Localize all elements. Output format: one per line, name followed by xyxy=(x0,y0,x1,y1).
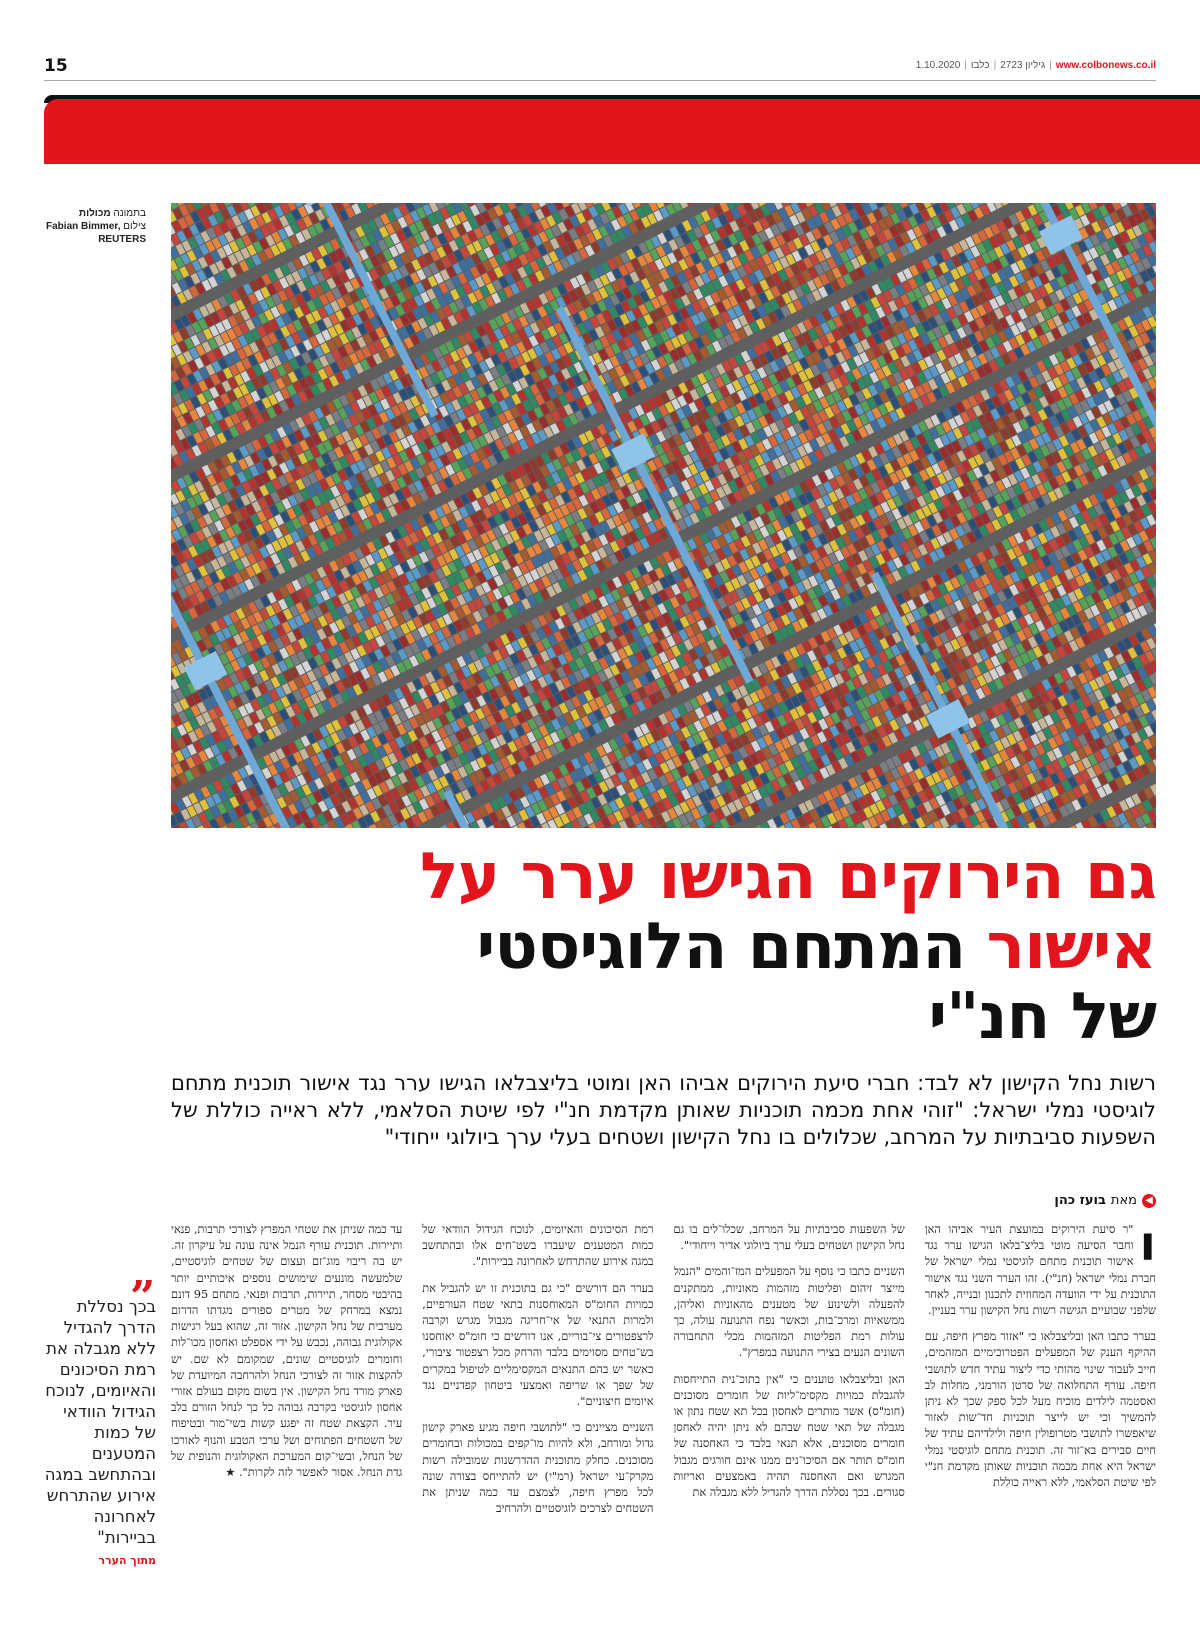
paragraph: בערר הם דורשים "כי גם בתוכנית זו יש להגביל את כמויות החומ"ס המאוחסנות בתאי שטח העורפיים, ולמרות התנאי של אי־חריגה מגבול מגרש וקרבה לרצפטורים צי־בוריים, אנו דורשים כי חומ"ס יאוחסנו בש־טחים מסוימים בלבד והרחק מכל רצפטור ציבורי, כאשר יש בהם התנאים המקסימליים לטיפול במקרים של שפך או שריפה ואמצעי ביטחון קפדניים נגד איומים חיצוניים". xyxy=(422,1281,653,1411)
headline-line1: גם הירוקים הגישו ערר על xyxy=(420,840,1156,914)
pull-quote-source: מתוך הערר xyxy=(44,1554,156,1567)
credit-subject: מכולות xyxy=(79,208,111,219)
article-column-2 xyxy=(674,1222,905,1605)
article-column-1 xyxy=(925,1222,1156,1605)
paragraph: "ר סיעת הירוקים במועצת העיר אביהו האן וחבר הסיעה מוטי בליצ־בלאו הגישו ערר נגד אישור תוכנית מתחם לוגיסטי נמלי ישראל של חברת נמלי ישראל (חנ"י). זהו הערר השני נגד אישור התוכנית על ידי הוועדה המחוזית לתכנון ובנייה, לאחר שלפני שבועיים הגישה רשות נחל הקישון ערר בעניין. xyxy=(925,1222,1156,1319)
folio-divider xyxy=(44,80,1156,81)
headline-line2-red: אישור xyxy=(987,910,1156,984)
section-banner xyxy=(44,99,1200,164)
folio-publication: כלבו xyxy=(971,60,990,71)
paragraph: עד כמה שניתן את שטחי המפרץ לצורכי תרבות, פנאי ותיירות. תוכנית עורף הנמל אינה עונה על עיקרון זה. יש בה ריבוי מוג־זם ועצום של שטחים לוגיסטיים, שלמעשה מונעים שימושים נוספים איכותיים יותר בהיבטי מסחר, תיירות, תרבות ופנאי. מתחם 95 דונם נמצא במרחק של מטרים ספורים מגדתו הדרום מערבית של נחל הקישון. אזור זה, שהוא בעל רגישות אקולוגית גבוהה, נכבש על ידי אספלט ואחסון מכו־לות וחומרים לוגיסטיים שונים, שמקומם לא שם. יש להקצות אזור זה לצורכי הנחל ולהרחבה המיועדת של פארק מורד נחל הקישון. אין בשום מקום בעולם אזורי אחסון לוגיסטי בקרבה גבוהה כל כך לנחל הזורם בלב עיר. הקצאת שטח זה יפגע קשות בשי־מור ובטיפוח של השטחים הפתוחים ושל ערכי הטבע והנוף לאורכו של הנחל, ובשי־קום המערכת האקולוגית והנופית של גדת הנחל. אסור לאפשר לזה לקרות". ★ xyxy=(171,1222,402,1481)
byline-prefix: מאת xyxy=(1111,1193,1137,1208)
paragraph: רמת הסיכונים והאיומים, לנוכח הגידול הוודאי של כמות המטענים שיעברו בשט־חים אלו ובהתחשב במגה אירוע שהתרחש לאחרונה בביירות". xyxy=(422,1222,653,1271)
headline xyxy=(171,842,1156,1052)
quote-mark-icon: „ xyxy=(44,1258,156,1288)
byline xyxy=(1054,1193,1156,1208)
headline-line3: של חנ"י xyxy=(928,980,1156,1054)
folio-issue: גיליון 2723 xyxy=(1000,60,1045,71)
article-body xyxy=(171,1222,1156,1605)
folio-site-link[interactable]: www.colbonews.co.il xyxy=(1056,60,1156,71)
container-yard-image xyxy=(171,203,1156,828)
pull-quote-text: בכך נסללת הדרך להגדיל ללא מגבלה את רמת הסיכונים והאיומים, לנוכח הגידול הוודאי של כמות המטענים ובהתחשב במגה אירוע שהתרחש לאחרונה בביירות" xyxy=(44,1296,156,1548)
hero-photo-containers xyxy=(171,203,1156,828)
folio-header xyxy=(44,56,1156,76)
photo-credit xyxy=(44,207,146,246)
credit-label: בתמונה xyxy=(113,208,146,219)
article-column-4 xyxy=(171,1222,402,1605)
arrow-left-icon: ◀ xyxy=(1142,1194,1156,1208)
credit-photographer: Fabian Bimmer, REUTERS xyxy=(46,221,146,245)
byline-author[interactable]: בועז כהן xyxy=(1054,1193,1106,1208)
folio-date: 1.10.2020 xyxy=(916,60,961,71)
paragraph: השניים כתבו כי נוסף על המפעלים המז־והמים "הנמל מייצר זיהום ופליטות מזהמות מאוניות, ממתקנים להפעלה ולשינוע של מטענים מהאוניות ואליהן, ממשאיות ומרכ־בות, וכאשר נפח התנועה עולה, כך עולות רמת הפליטות המזהמות מכלי התחבורה השונים הנעים בצירי התנועה במפרץ". xyxy=(674,1264,905,1361)
paragraph: בערר כתבו האן ובליצבלאו כי "אזור מפרץ חיפה, עם ההיקף הענק של המפעלים הפטרוכימיים המזהמים, חייב לעבור שינוי מהותי כדי ליצור עתיד חדש לתושבי חיפה. עורף התחלואה של סרטן הורמני, מחלות לב ואסטמה לילדים מוכיח מעל לכל ספק שכך לא ניתן להמשיך וכי יש לייצר תוכניות חד־שות לאזור שיאפשרו לתושבי מטרופולין חיפה ולילדיהם עתיד של חיים סבירים בא־זור זה. תוכנית מתחם לוגיסטי נמלי ישראל היא אחת מכמה תוכניות שאותן מקדמת חנ"י לפי שיטת הסלאמי, ללא ראייה כוללת xyxy=(925,1329,1156,1491)
credit-photographer-label: צילום xyxy=(123,221,146,232)
article-column-3 xyxy=(422,1222,653,1605)
paragraph: של השפעות סביבתיות על המרחב, שכלו־לים בו גם נחל הקישון ושטחים בעלי ערך ביולוגי אדיר וייחודי". xyxy=(674,1222,905,1254)
page-number: 15 xyxy=(44,56,68,76)
folio-meta: 1.10.2020 | גיליון 2723|כלבו | www.colbonews.co.il xyxy=(916,60,1156,71)
article-deck: רשות נחל הקישון לא לבד: חברי סיעת הירוקים אביהו האן ומוטי בליצבלאו הגישו ערר נגד אישור תוכנית מתחם לוגיסטי נמלי ישראל: "זוהי אחת מכמה תוכניות שאותן מקדמת חנ"י לפי שיטת הסלאמי, ללא ראייה כוללת של השפעות סביבתיות על המרחב, שכלולים בו נחל הקישון ושטחים בעלי ערך ביולוגי ייחודי" xyxy=(171,1070,1156,1151)
headline-line2-black: המתחם הלוגיסטי xyxy=(477,910,966,984)
pull-quote xyxy=(44,1258,156,1567)
drop-cap: ו xyxy=(1140,1224,1156,1264)
paragraph: השניים מציינים כי "לתושבי חיפה מגיע פארק קישון גדול ומורחב, ולא להיות מו־קפים במכולות ובחומרים מסוכנים. כחלק מתוכנית ההדרשנות שמובילה רשות מקרק־עי ישראל (רמ"י) יש להתייחס בצורה שונה לכל מפרץ חיפה, לצמצם עד כמה שניתן את השטחים לצרכים לוגיסטיים ולהרחיב xyxy=(422,1420,653,1517)
paragraph: האן ובליצבלאו טוענים כי "אין בתוכ־נית התייחסות להגבלת כמויות מקסימ־ליות של חומרים מסוכנים (חומ"ס) אשר מותרים לאחסון בכל תא שטח נתון או מגבלה של תאי שטח שבהם לא ניתן יהיה לאחסן חומרים מסוכנים, אלא תנאי בלבד כי האחסנה של חומ"ס תותר אם הסיכו־נים ממנו אינם חורגים מגבול המגרש ואם האחסנה תהיה באמצעים ואריזות סגורים. בכך נסללת הדרך להגדיל ללא מגבלה את xyxy=(674,1372,905,1502)
